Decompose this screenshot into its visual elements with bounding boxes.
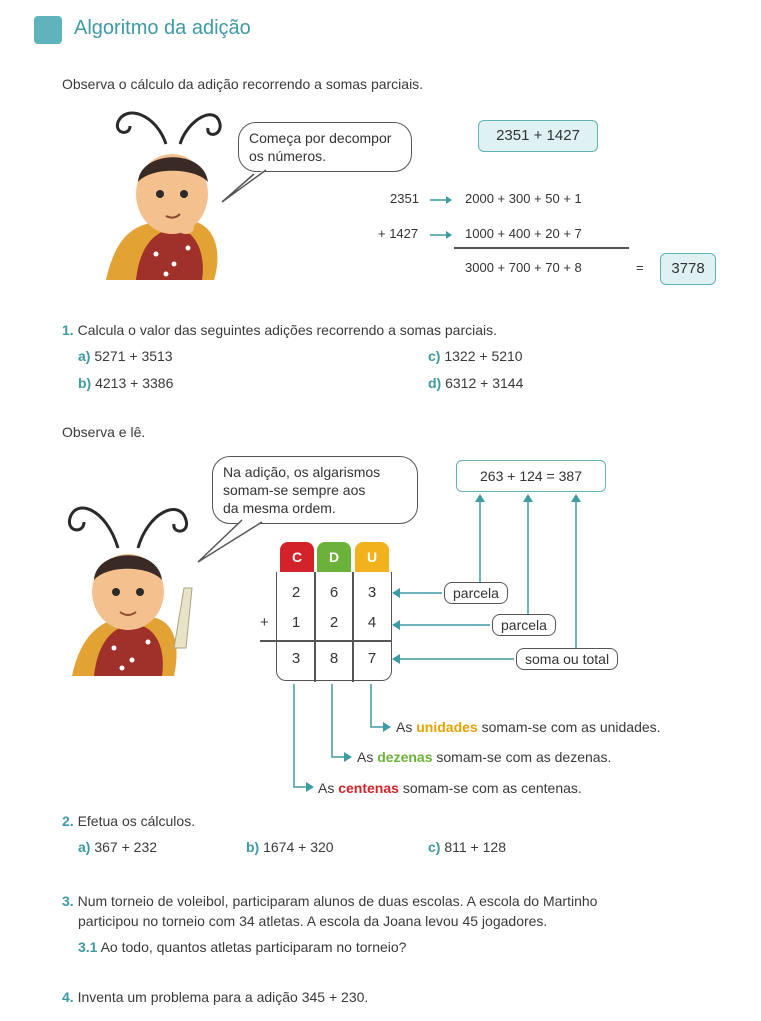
item-expr: 4213 + 3386 [95,375,174,391]
digit-c1: 2 [291,584,301,601]
q3-sub-number: 3.1 [78,939,98,955]
bubble-line: Começa por decompor [249,130,392,146]
note-unidades [396,719,661,735]
header-centenas: C [280,542,314,572]
q2-item-c [428,839,506,855]
label-soma-total: soma ou total [516,648,618,670]
bubble-line: da mesma ordem. [223,500,336,516]
addend2: + 1427 [378,226,419,241]
note-key: unidades [416,719,478,735]
label-parcela-2: parcela [492,614,556,636]
note-post: somam-se com as unidades. [477,719,661,735]
item-label: c) [428,348,441,364]
item-expr: 811 + 128 [444,839,506,855]
item-label: b) [246,839,260,855]
label-parcela-1: parcela [444,582,508,604]
expression-box: 2351 + 1427 [478,120,598,152]
item-label: d) [428,375,442,391]
section2-intro: Observa e lê. [62,424,146,440]
q2-text: Efetua os cálculos. [77,813,196,829]
note-key: centenas [338,780,399,796]
plus-sign: + [260,614,269,631]
note-key: dezenas [377,749,433,765]
q1-text: Calcula o valor das seguintes adições recorrendo a somas parciais. [77,322,498,338]
note-dezenas [357,749,611,765]
bubble-line: os números. [249,148,327,164]
q3-sub [78,939,406,955]
q3-number: 3. [62,893,74,909]
q2-item-b [246,839,334,855]
digit-u1: 3 [367,584,377,601]
decomposition2: 1000 + 400 + 20 + 7 [465,226,582,241]
q4-number: 4. [62,989,74,1005]
note-pre: As [357,749,378,765]
partial-sum: 3000 + 700 + 70 + 8 [465,260,582,275]
digit-d3: 8 [329,650,339,667]
item-label: a) [78,348,91,364]
note-post: somam-se com as dezenas. [432,749,612,765]
digit-c2: 1 [291,614,301,631]
equation-box: 263 + 124 = 387 [456,460,606,492]
equals-sign: = [636,260,644,275]
item-label: a) [78,839,91,855]
digit-d2: 2 [329,614,339,631]
bubble-line: Na adição, os algarismos [223,464,381,480]
item-expr: 6312 + 3144 [445,375,524,391]
q2-item-a [78,839,157,855]
digit-c3: 3 [291,650,301,667]
section1-intro: Observa o cálculo da adição recorrendo a somas parciais. [62,76,424,92]
item-expr: 367 + 232 [94,839,158,855]
q3-line1: Num torneio de voleibol, participaram alunos de duas escolas. A escola do Martinho [77,893,598,909]
page-title: Algoritmo da adição [74,17,251,39]
note-centenas [318,780,582,796]
q4-statement [62,989,368,1005]
q4-text: Inventa um problema para a adição 345 + 230. [77,989,369,1005]
header-dezenas: D [317,542,351,572]
q3-statement [62,893,597,909]
result-box: 3778 [660,253,716,285]
item-label: b) [78,375,92,391]
header-unidades: U [355,542,389,572]
item-expr: 5271 + 3513 [94,348,173,364]
decomposition1: 2000 + 300 + 50 + 1 [465,191,582,206]
note-pre: As [318,780,339,796]
q1-number: 1. [62,322,74,338]
item-expr: 1674 + 320 [263,839,334,855]
digit-d1: 6 [329,584,339,601]
item-label: c) [428,839,441,855]
q3-sub-text: Ao todo, quantos atletas participaram no torneio? [100,939,407,955]
q2-statement [62,813,195,829]
q2-number: 2. [62,813,74,829]
addend1: 2351 [390,191,419,206]
note-post: somam-se com as centenas. [398,780,582,796]
digit-u3: 7 [367,650,377,667]
q3-line2: participou no torneio com 34 atletas. A escola da Joana levou 45 jogadores. [78,913,548,929]
item-expr: 1322 + 5210 [444,348,523,364]
bubble-line: somam-se sempre aos [223,482,366,498]
digit-u2: 4 [367,614,377,631]
note-pre: As [396,719,417,735]
